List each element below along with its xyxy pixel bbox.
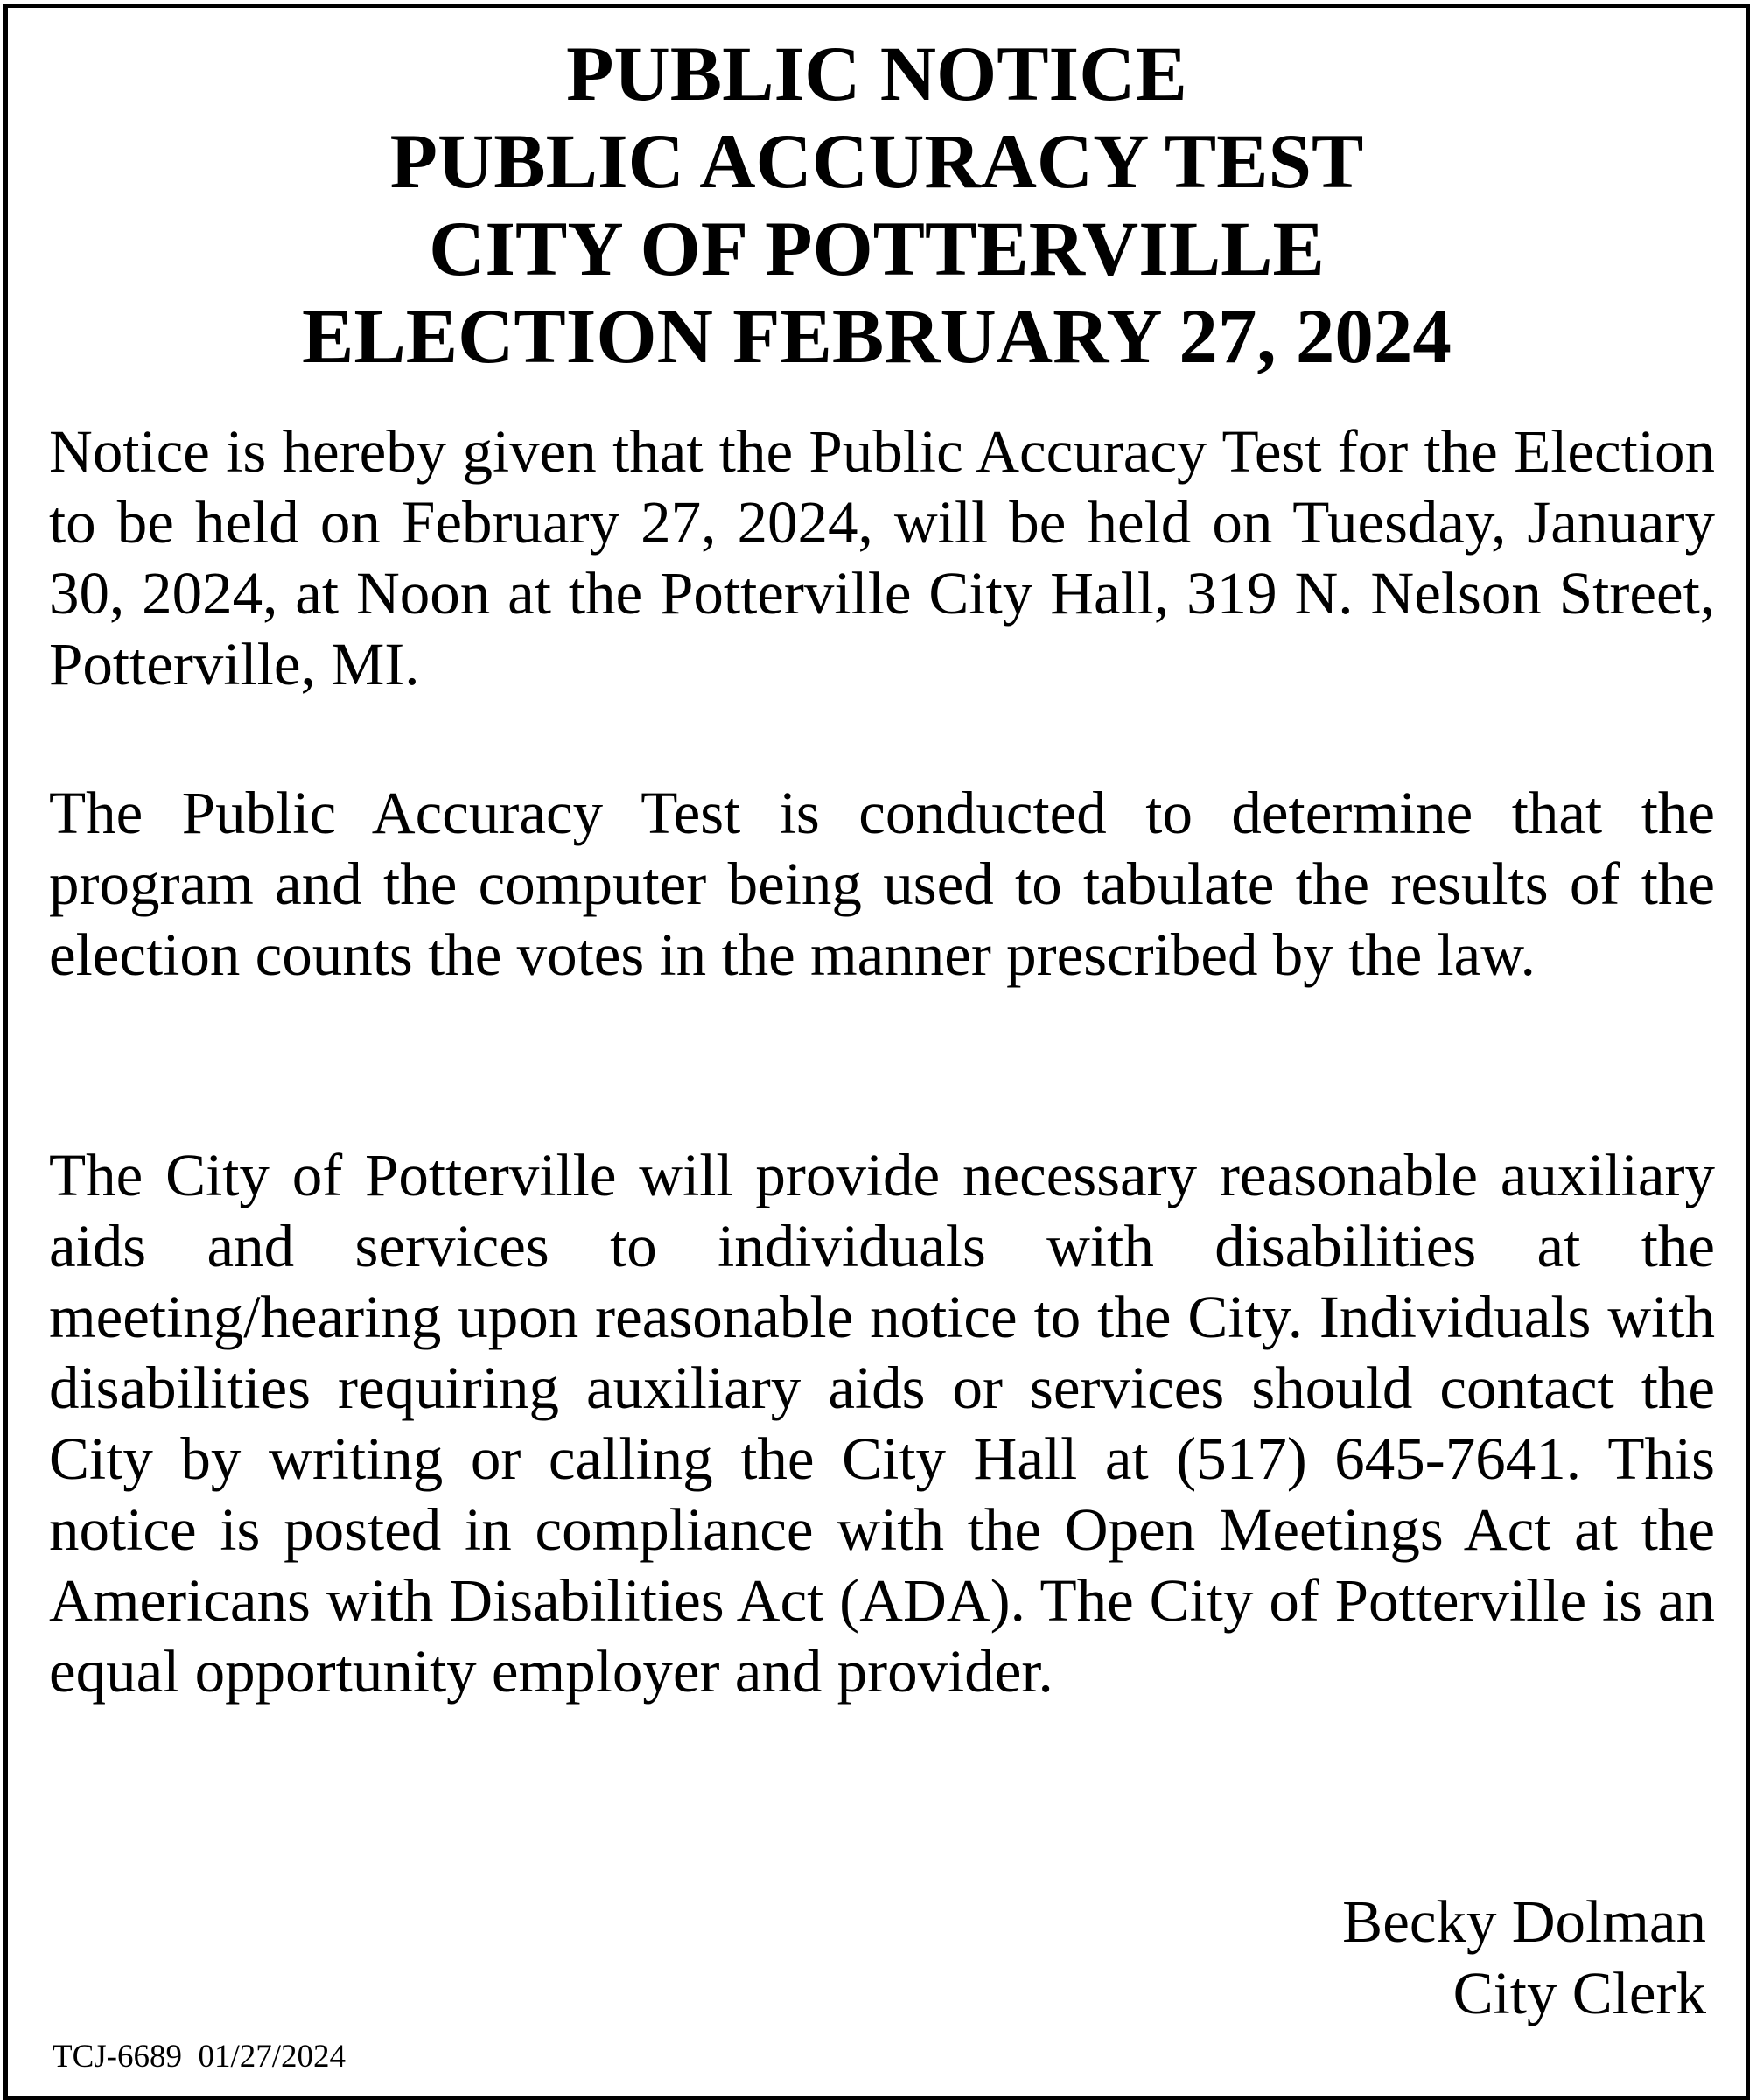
notice-paragraph-announcement: Notice is hereby given that the Public Accuracy Test for the Election to be held on February 27, 2024, will be held on Tuesday, January 30, 2024, at Noon at the Potterville City Hall, 319 N. Nelson Street, Potterville, MI. xyxy=(49,418,1715,697)
heading-line-public-notice: PUBLIC NOTICE xyxy=(566,32,1187,117)
heading-line-accuracy-test: PUBLIC ACCURACY TEST xyxy=(389,119,1364,205)
heading-line-election-date: ELECTION FEBRUARY 27, 2024 xyxy=(302,294,1452,380)
notice-heading xyxy=(8,31,1746,381)
notice-paragraph-accessibility: The City of Potterville will provide necessary reasonable auxiliary aids and services to individuals with disabilities at the meeting/hearing upon reasonable notice to the City. Individuals with disabilities requiring auxiliary aids or services should contact the City by writing or calling the City Hall at (517) 645-7641. This notice is posted in compliance with the Open Meetings Act at the Americans with Disabilities Act (ADA). The City of Potterville is an equal opportunity employer and provider. xyxy=(49,1142,1715,1704)
notice-frame xyxy=(4,4,1750,2100)
signature-name: Becky Dolman xyxy=(1342,1888,1706,1955)
notice-paragraph-purpose: The Public Accuracy Test is conducted to determine that the program and the computer being used to tabulate the results of the election counts the votes in the manner prescribed by the law. xyxy=(49,780,1715,988)
heading-line-city: CITY OF POTTERVILLE xyxy=(429,206,1325,292)
signature-title: City Clerk xyxy=(1452,1960,1706,2026)
ad-reference-code: TCJ-6689 01/27/2024 xyxy=(52,2039,346,2075)
signature-block xyxy=(1342,1886,1706,2029)
